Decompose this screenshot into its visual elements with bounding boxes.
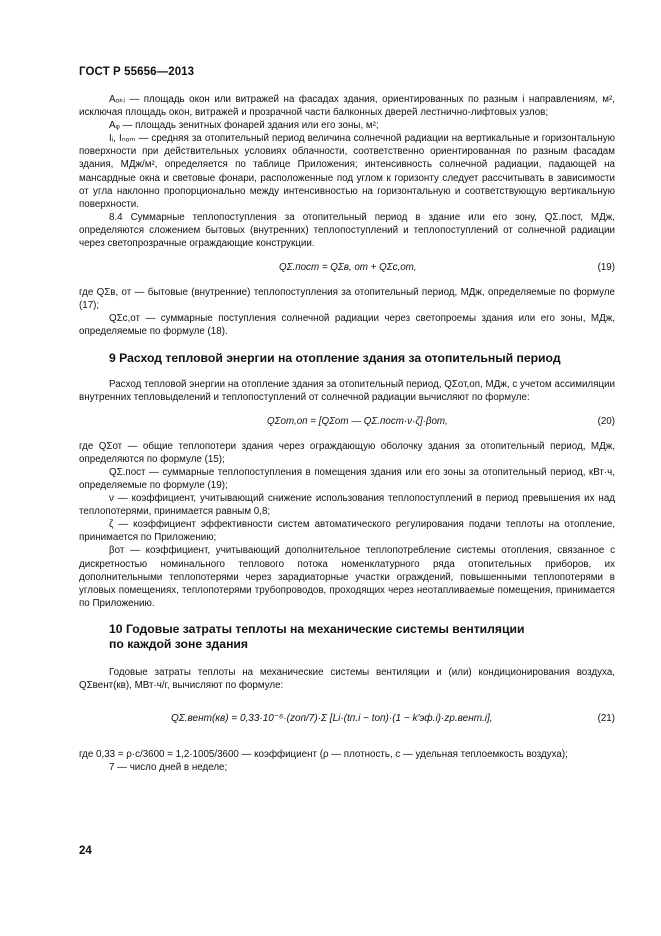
- paragraph: QΣс,от — суммарные поступления солнечной радиации через светопроемы здания или его зоны, МДж, определяемые по формуле (18).: [79, 313, 615, 338]
- equation-number: (19): [597, 262, 615, 274]
- paragraph: 7 — число дней в неделе;: [109, 762, 228, 774]
- equation-number: (20): [597, 415, 615, 427]
- document-body: [79, 93, 615, 774]
- paragraph: Aᵩ — площадь зенитных фонарей здания или его зоны, м²;: [109, 120, 379, 132]
- equation-number: (21): [597, 713, 615, 725]
- document-header: ГОСТ Р 55656—2013: [79, 66, 195, 78]
- paragraph: Расход тепловой энергии на отопление здания за отопительный период, QΣот,оп, МДж, с учетом ассимиляции внутренних тепловыделений и теплопоступлений от солнечной радиации вычисляют по формуле:: [79, 378, 615, 403]
- equation-19: [79, 250, 615, 286]
- paragraph: где QΣв, от — бытовые (внутренние) теплопоступления за отопительный период, МДж, определяемые по формуле (17);: [79, 287, 615, 312]
- paragraph: 8.4 Суммарные теплопоступления за отопительный период в здание или его зону, QΣ.пост, МДж, определяются сложением бытовых (внутренних) теплопоступлений и теплопоступлений от солнечной радиации через светопрозрачные ограждающие конструкции.: [79, 211, 615, 250]
- paragraph: где QΣот — общие теплопотери здания через ограждающую оболочку здания за отопительный период, МДж, определяются по формуле (15);: [79, 440, 615, 465]
- equation-20: [79, 404, 615, 440]
- section-heading-10: [79, 622, 615, 652]
- paragraph: βот — коэффициент, учитывающий дополнительное теплопотребление системы отопления, связанное с дискретностью номинального теплового потока номенклатурного ряда отопительных приборов, их дополнительными теплопотерями через зарадиаторные участки ограждений, повышенными теплопотерями в угловых помещениях, теплопотерями трубопроводов, проходящих через неотапливаемые помещения, принимается по Приложению.: [79, 545, 615, 609]
- paragraph: QΣ.пост — суммарные теплопоступления в помещения здания или его зоны за отопительный период, кВт·ч, определяемые по формуле (19);: [79, 466, 615, 491]
- equation-formula: QΣ.вент(кв) = 0,33·10⁻⁶·(zоп/7)·Σ [Li·(tп.i − tоп)·(1 − k'эф.i)·zр.вент.i],: [171, 713, 493, 725]
- section-heading-line: по каждой зоне здания: [109, 636, 249, 651]
- page-number: 24: [79, 845, 92, 857]
- paragraph: Годовые затраты теплоты на механические системы вентиляции и (или) кондиционирования воздуха, QΣвент(кв), МВт·ч/г, вычисляют по формуле:: [79, 666, 615, 691]
- paragraph: где 0,33 = ρ·c/3600 = 1,2·1005/3600 — коэффициент (ρ — плотность, c — удельная теплоемкость воздуха);: [79, 749, 568, 761]
- section-heading-9: 9 Расход тепловой энергии на отопление здания за отопительный период: [109, 350, 561, 365]
- section-heading-line: 10 Годовые затраты теплоты на механические системы вентиляции: [109, 621, 525, 636]
- paragraph: ν — коэффициент, учитывающий снижение использования теплопоступлений в период превышения их над теплопотерями, принимается равным 0,8;: [79, 493, 615, 518]
- paragraph: ζ — коэффициент эффективности систем автоматического регулирования подачи теплоты на отопление, принимается по Приложению;: [79, 519, 615, 544]
- equation-formula: QΣ.пост = QΣв, от + QΣс,от,: [279, 262, 417, 274]
- equation-formula: QΣот,оп = [QΣот — QΣ.пост·ν·ζ]·βот,: [267, 415, 448, 427]
- paragraph: Aₒₖᵢ — площадь окон или витражей на фасадах здания, ориентированных по разным i направлениям, м², исключая площадь окон, витражей и прозрачной части балконных дверей лестнично-лифтовых узлов;: [79, 94, 615, 119]
- paragraph: Iᵢ, Iₙₒₘ — средняя за отопительный период величина солнечной радиации на вертикальные и горизонтальную поверхности при действительных условиях облачности, соответственно ориентированная по разным фасадам здания, МДж/м², определяется по таблице Приложения; интенсивность солнечной радиации, падающей на мансардные окна и световые фонари, расположенные под углом к горизонту следует рассчитывать в зависимости от угла наклонно пропорционально между интенсивностью на горизонтальную и соответствующую вертикальную поверхности.: [79, 133, 615, 210]
- equation-21: [79, 692, 615, 748]
